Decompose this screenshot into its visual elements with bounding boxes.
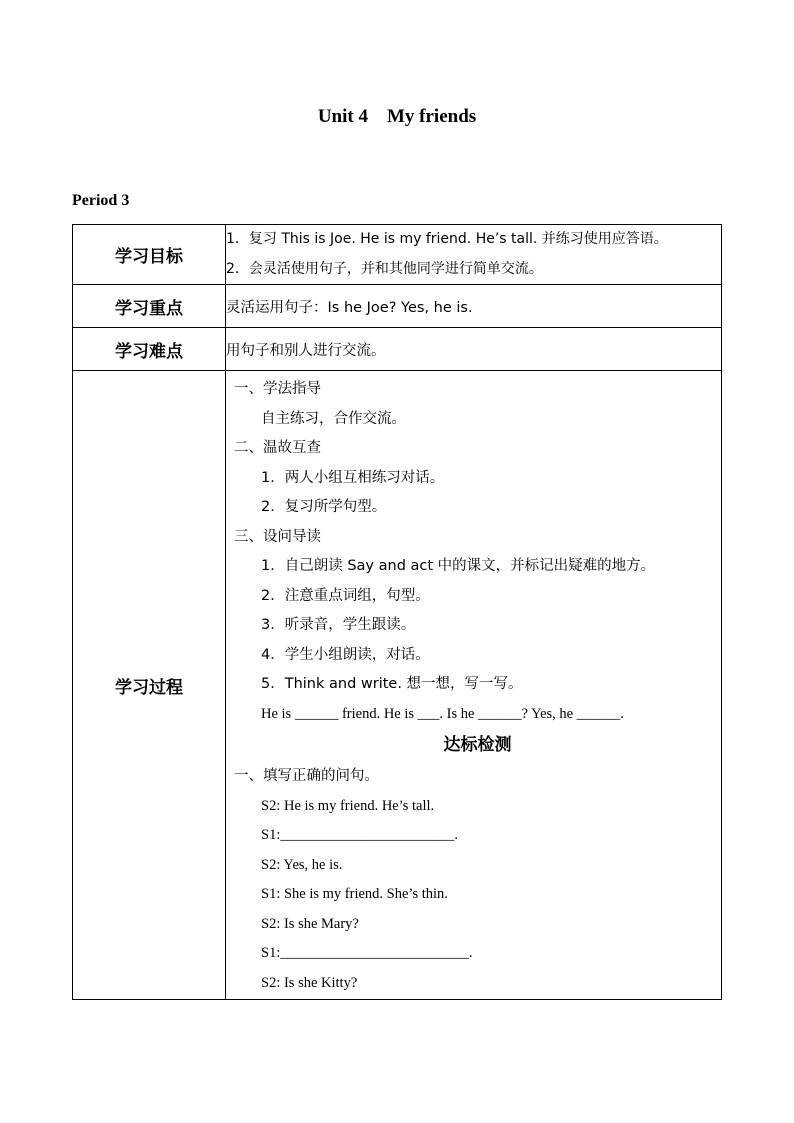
process-heading-2: 二、温故互查 <box>234 440 321 456</box>
exercise-line-4: S1: She is my friend. She’s thin. <box>261 886 448 902</box>
lesson-plan-table <box>72 224 722 1000</box>
exercise-line-7: S2: Is she Kitty? <box>261 974 358 991</box>
exercise-heading: 一、填写正确的问句。 <box>234 768 379 784</box>
objectives-label: 学习目标 <box>73 225 226 285</box>
key-points-label: 学习重点 <box>73 285 226 328</box>
exercise-line-6: S1:__________________________. <box>261 945 473 961</box>
section-title: 达标检测 <box>443 735 512 755</box>
objectives-row <box>73 225 722 285</box>
process-item-3-3: 3．听录音，学生跟读。 <box>261 617 416 633</box>
process-heading-1: 一、学法指导 <box>234 381 321 397</box>
process-fill-in-sentence: He is ______ friend. He is ___. Is he ______? Yes, he ______. <box>261 705 624 722</box>
exercise-line-5: S2: Is she Mary? <box>261 915 359 932</box>
process-heading-3: 三、设问导读 <box>234 528 321 545</box>
exercise-line-2: S1:________________________. <box>261 827 458 843</box>
key-points-row <box>73 285 722 328</box>
process-item-2-1: 1．两人小组互相练习对话。 <box>261 469 445 486</box>
process-item-3-5: 5．Think and write. 想一想，写一写。 <box>261 676 523 692</box>
process-label: 学习过程 <box>73 371 226 1000</box>
period-label: Period 3 <box>72 192 130 209</box>
process-text-1: 自主练习，合作交流。 <box>261 410 406 427</box>
objectives-content <box>226 225 722 285</box>
page-title: Unit 4 My friends <box>317 106 477 127</box>
process-row <box>73 371 722 1000</box>
process-item-3-1: 1．自己朗读 Say and act 中的课文，并标记出疑难的地方。 <box>261 558 656 574</box>
difficulties-content: 用句子和别人进行交流。 <box>226 328 722 371</box>
difficulties-label: 学习难点 <box>73 328 226 371</box>
objective-line-1: 1．复习 This is Joe. He is my friend. He’s tall. 并练习使用应答语。 <box>226 231 668 247</box>
process-item-3-4: 4．学生小组朗读，对话。 <box>261 646 430 663</box>
difficulties-row <box>73 328 722 371</box>
exercise-line-3: S2: Yes, he is. <box>261 856 343 873</box>
exercise-line-1: S2: He is my friend. He’s tall. <box>261 797 435 814</box>
objective-line-2: 2．会灵活使用句子，并和其他同学进行简单交流。 <box>226 260 543 277</box>
process-item-3-2: 2．注意重点词组，句型。 <box>261 587 430 604</box>
process-item-2-2: 2．复习所学句型。 <box>261 499 387 515</box>
key-points-content: 灵活运用句子：Is he Joe? Yes, he is. <box>226 285 722 328</box>
process-content <box>226 371 722 1000</box>
